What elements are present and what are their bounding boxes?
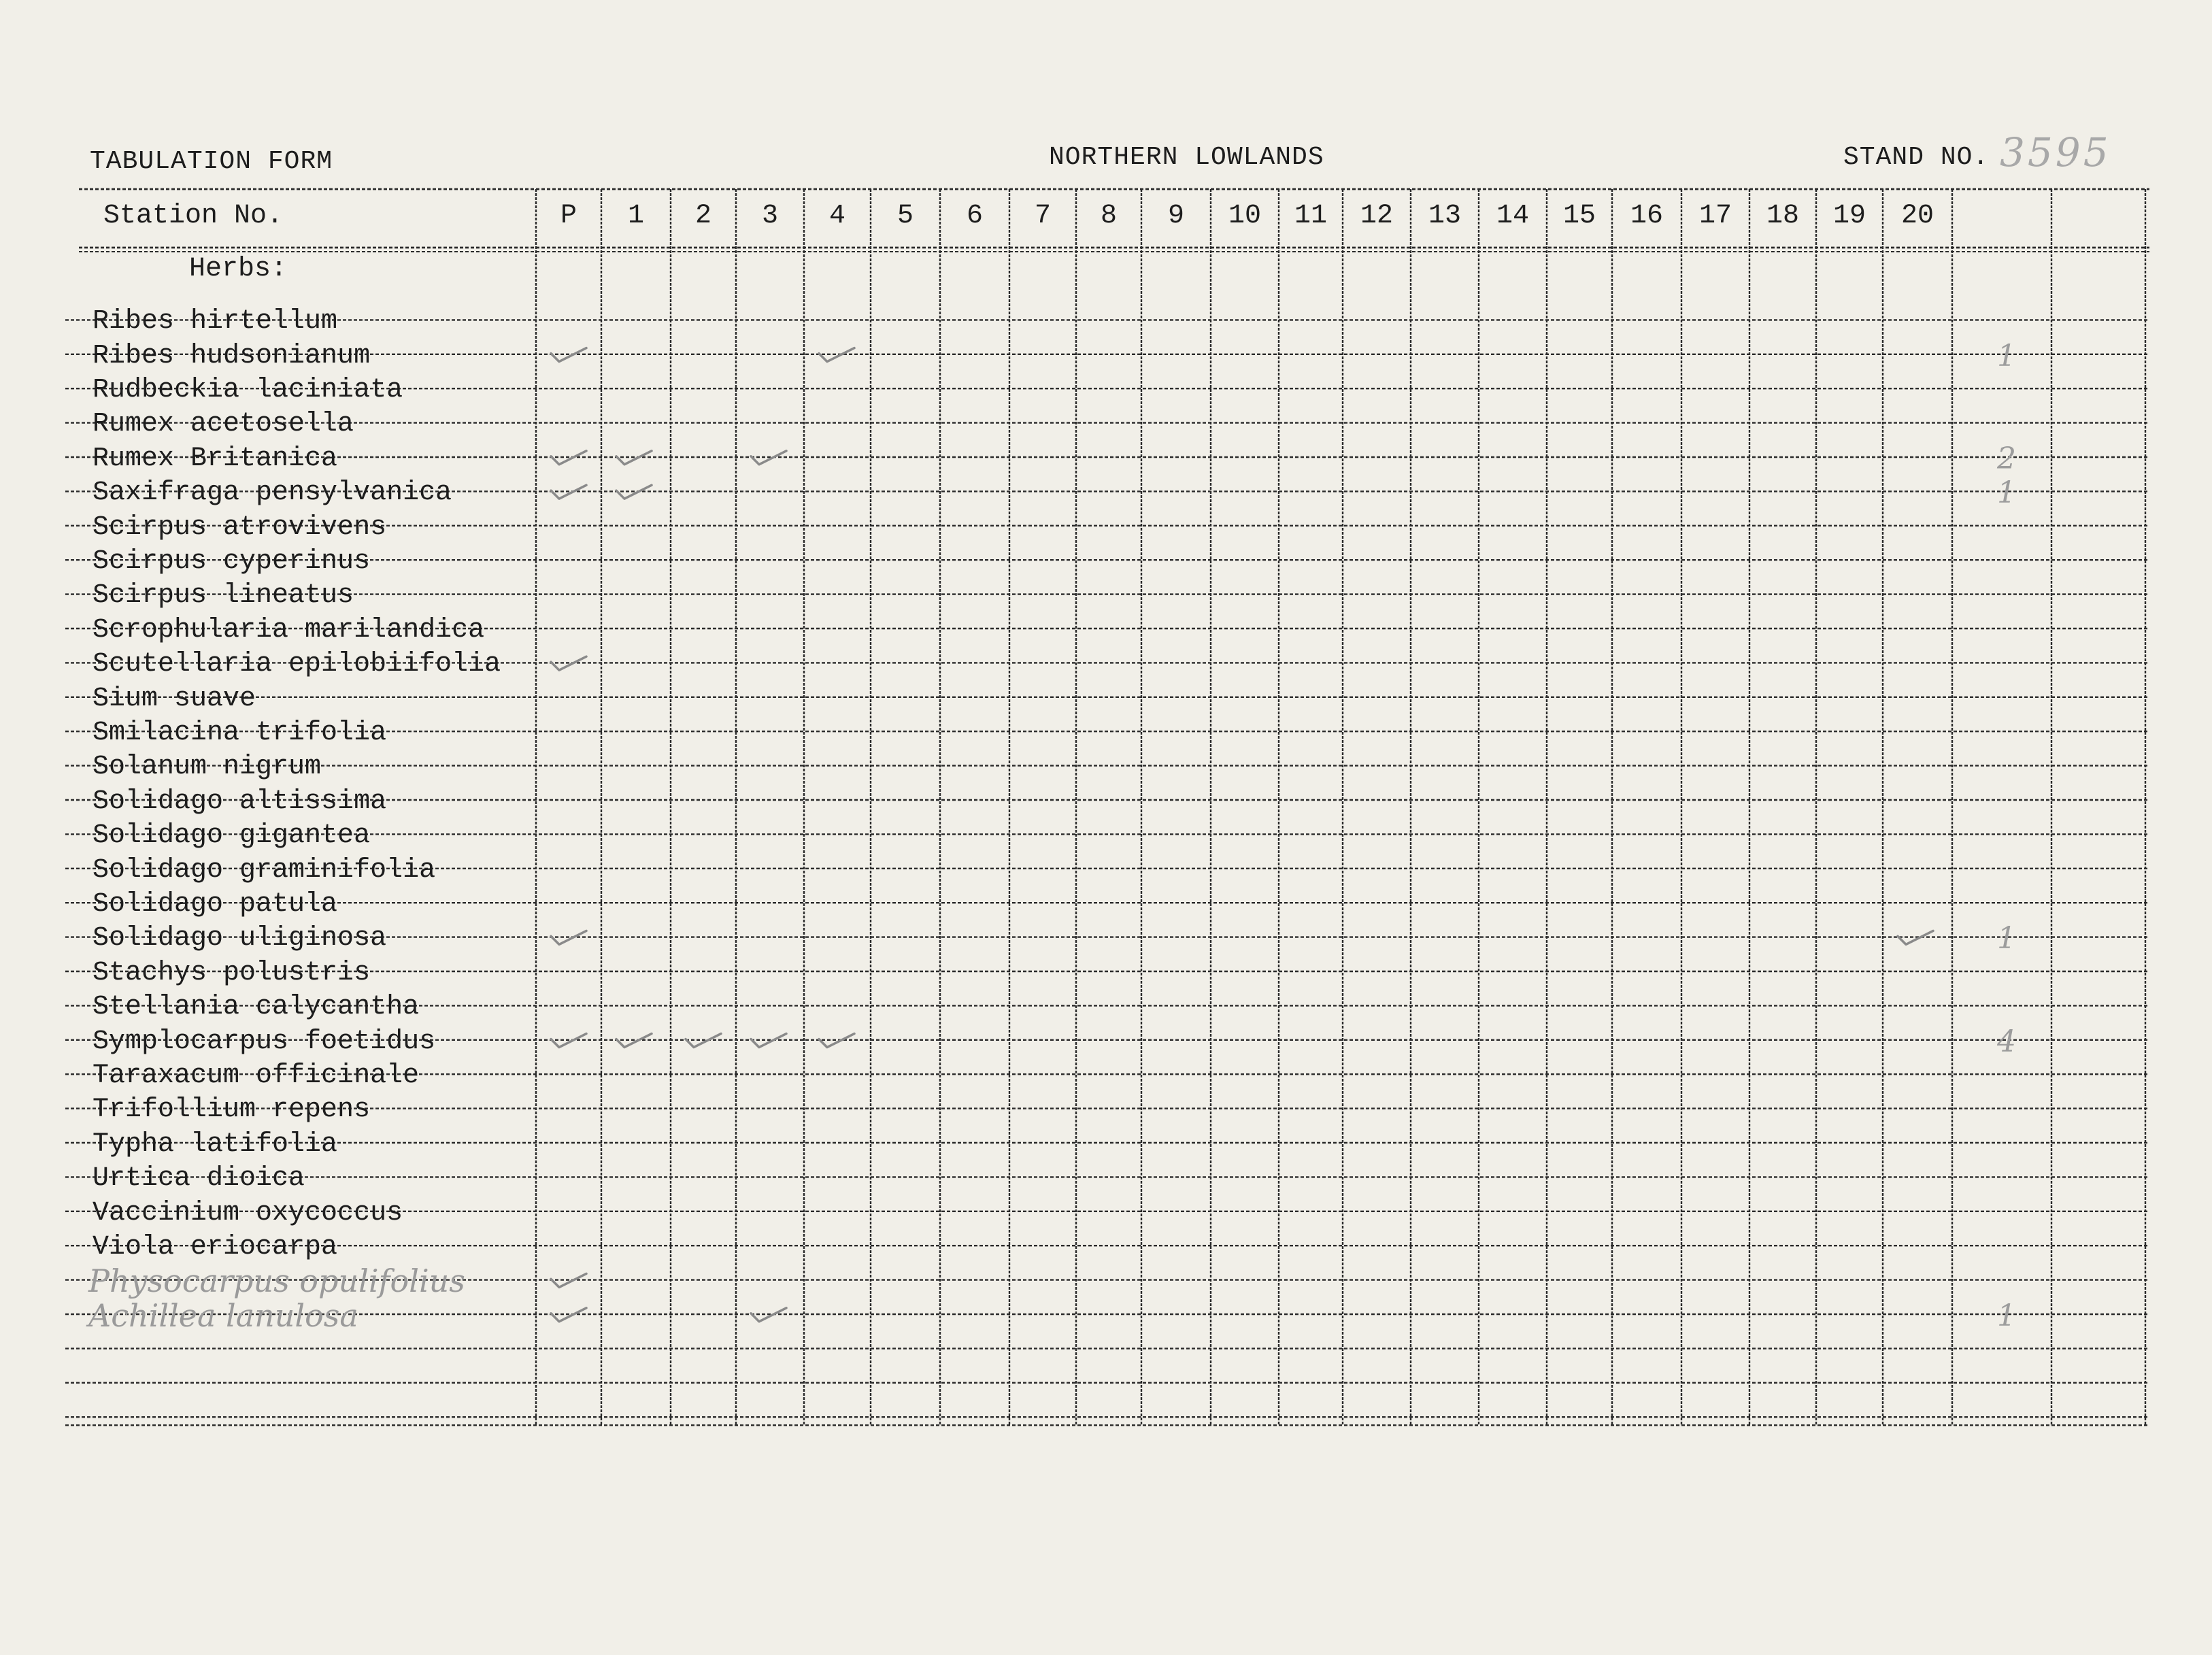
species-name: Stachys polustris (93, 957, 371, 988)
species-name: Saxifraga pensylvanica (93, 478, 452, 509)
station-column-header: 10 (1228, 201, 1262, 231)
station-column-header: 2 (695, 201, 712, 231)
species-name: Solanum nigrum (93, 752, 322, 783)
station-column-header: 13 (1428, 201, 1462, 231)
handwritten-count: 1 (1997, 921, 2016, 956)
species-name: Rumex acetosella (93, 409, 354, 440)
species-name: Scirpus atrovivens (93, 512, 387, 543)
station-column-header: 5 (897, 201, 914, 231)
station-column-header: 16 (1630, 201, 1664, 231)
form-title: TABULATION FORM (90, 147, 333, 176)
handwritten-species-name: Physocarpus opulifolius (88, 1263, 465, 1300)
species-name: Solidago altissima (93, 786, 387, 817)
region-title: NORTHERN LOWLANDS (1049, 143, 1324, 172)
station-column-header: 14 (1496, 201, 1530, 231)
species-name: Taraxacum officinale (93, 1060, 420, 1091)
station-column-header: 6 (967, 201, 984, 231)
handwritten-count: 4 (1997, 1024, 2016, 1059)
species-name: Trifollium repens (93, 1094, 371, 1126)
handwritten-count: 1 (1997, 338, 2016, 373)
station-column-header: 19 (1833, 201, 1866, 231)
species-name: Rudbeckia laciniata (93, 375, 403, 405)
species-name: Solidago graminifolia (93, 854, 436, 886)
stand-label: STAND NO. (1843, 143, 1990, 172)
species-name: Rumex Britanica (93, 443, 338, 474)
station-column-header: 20 (1901, 201, 1934, 231)
species-name: Solidago patula (93, 889, 338, 920)
species-name: Solidago gigantea (93, 820, 371, 852)
station-column-header: 4 (829, 201, 846, 231)
species-name: Smilacina trifolia (93, 718, 387, 748)
species-name: Stellania calycantha (93, 992, 420, 1023)
station-column-header: 15 (1563, 201, 1596, 231)
station-column-header: 8 (1101, 201, 1118, 231)
species-name: Vaccinium oxycoccus (93, 1197, 403, 1228)
species-name: Symplocarpus foetidus (93, 1026, 436, 1057)
species-name: Solidago uliginosa (93, 923, 387, 954)
station-column-header: 1 (628, 201, 645, 231)
handwritten-count: 1 (1997, 1298, 2016, 1333)
handwritten-count: 1 (1997, 475, 2016, 511)
species-name: Scutellaria epilobiifolia (93, 649, 501, 680)
station-label: Station No. (103, 201, 284, 231)
station-column-header: 7 (1035, 201, 1052, 231)
species-name: Sium suave (93, 683, 256, 714)
section-label-herbs: Herbs: (189, 254, 288, 284)
station-column-header: 17 (1699, 201, 1732, 231)
species-name: Scirpus lineatus (93, 580, 354, 612)
species-name: Scirpus cyperinus (93, 546, 371, 577)
species-name: Ribes hudsonianum (93, 340, 371, 371)
handwritten-count: 2 (1997, 441, 2016, 476)
species-name: Urtica dioica (93, 1163, 305, 1194)
station-column-header: 18 (1766, 201, 1800, 231)
station-column-header: 9 (1168, 201, 1185, 231)
stand-number: 3595 (2000, 129, 2111, 175)
species-name: Typha latifolia (93, 1129, 338, 1160)
station-column-header: 12 (1360, 201, 1394, 231)
station-column-header: 11 (1294, 201, 1328, 231)
species-name: Viola eriocarpa (93, 1232, 338, 1263)
station-column-header: P (560, 201, 577, 231)
species-name: Scrophularia marilandica (93, 614, 485, 646)
handwritten-species-name: Achillea lanulosa (88, 1297, 358, 1334)
station-column-header: 3 (762, 201, 779, 231)
species-name: Ribes hirtellum (93, 306, 338, 337)
